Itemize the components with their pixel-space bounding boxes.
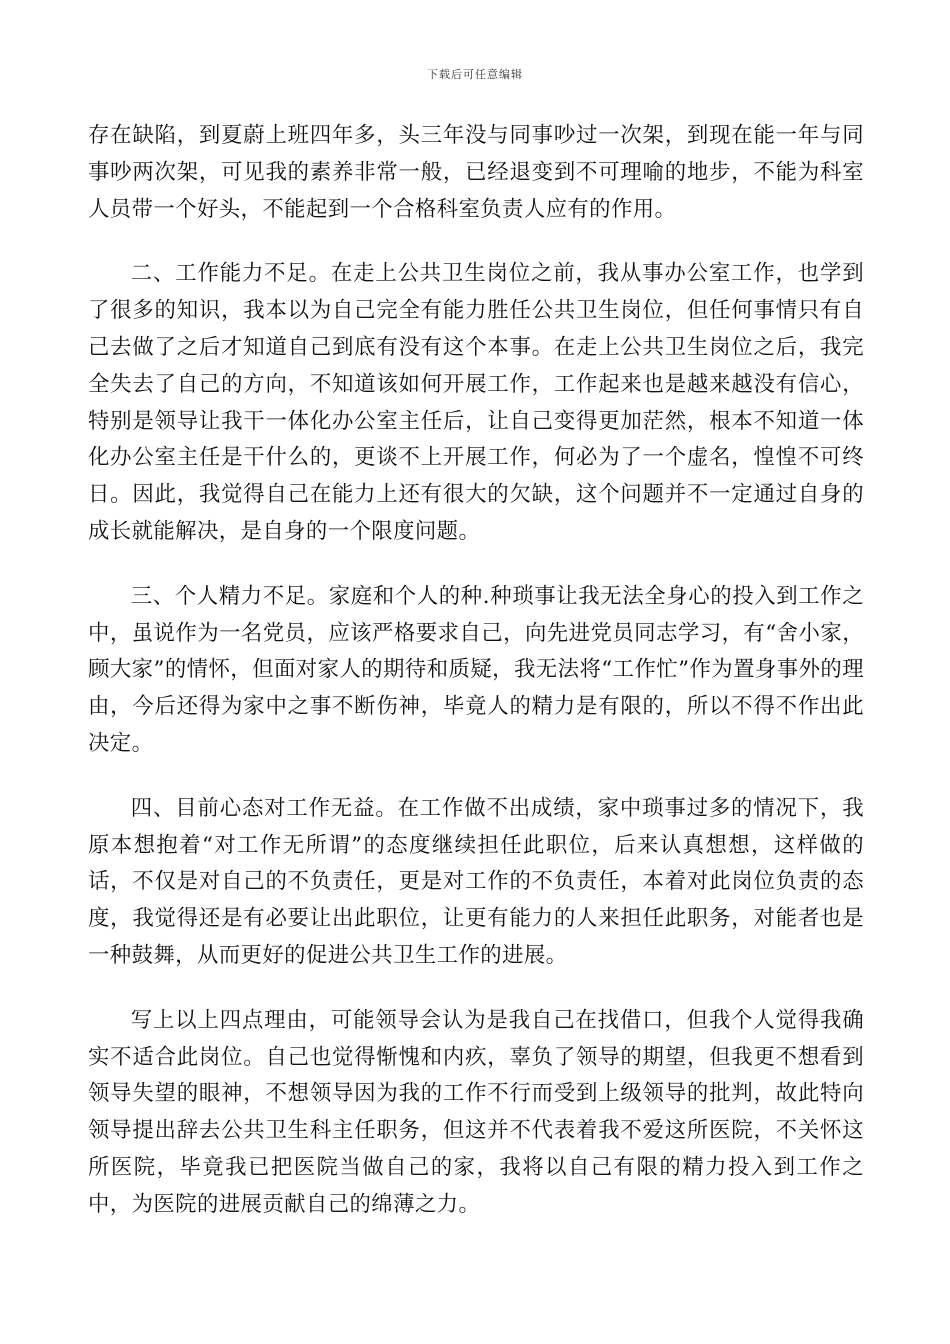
paragraph-work-ability: 二、工作能力不足。在走上公共卫生岗位之前，我从事办公室工作，也学到了很多的知识，我本以为自己完全有能力胜任公共卫生岗位，但任何事情只有自己去做了之后才知道自己到底有没有这个本事。在走上公共卫生岗位之后，我完全失去了自己的方向，不知道该如何开展工作，工作起来也是越来越没有信心，特别是领导让我干一体化办公室主任后，让自己变得更加茫然，根本不知道一体化办公室主任是干什么的，更谈不上开展工作，何必为了一个虚名，惶惶不可终日。因此，我觉得自己在能力上还有很大的欠缺，这个问题并不一定通过自身的成长就能解决，是自身的一个限度问题。 xyxy=(88,261,864,544)
paragraph-gap xyxy=(88,228,864,256)
paragraph-conclusion: 写上以上四点理由，可能领导会认为是我自己在找借口，但我个人觉得我确实不适合此岗位。自己也觉得惭愧和内疚，辜负了领导的期望，但我更不想看到领导失望的眼神，不想领导因为我的工作不行而受到上级领导的批判，故此特向领导提出辞去公共卫生科主任职务，但这并不代表着我不爱这所医院，不关怀这所医院，毕竟我已把医院当做自己的家，我将以自己有限的精力投入到工作之中，为医院的进展贡献自己的绵薄之力。 xyxy=(88,1007,864,1217)
paragraph-continuation: 存在缺陷，到夏蔚上班四年多，头三年没与同事吵过一次架，到现在能一年与同事吵两次架，可见我的素养非常一般，已经退变到不可理喻的地步，不能为科室人员带一个好头，不能起到一个合格科室负责人应有的作用。 xyxy=(88,123,864,222)
document-body xyxy=(88,118,864,1224)
page-header: 下载后可任意编辑 xyxy=(427,68,523,81)
paragraph-gap xyxy=(88,551,864,579)
paragraph-gap xyxy=(88,975,864,1003)
paragraph-personal-energy: 三、个人精力不足。家庭和个人的种.种琐事让我无法全身心的投入到工作之中，虽说作为一名党员，应该严格要求自己，向先进党员同志学习，有“舍小家，顾大家”的情怀，但面对家人的期待和质疑，我无法将“工作忙”作为置身事外的理由，今后还得为家中之事不断伤神，毕竟人的精力是有限的，所以不得不作出此决定。 xyxy=(88,583,864,756)
paragraph-gap xyxy=(88,763,864,791)
paragraph-mindset: 四、目前心态对工作无益。在工作做不出成绩，家中琐事过多的情况下，我原本想抱着“对工作无所谓”的态度继续担任此职位，后来认真想想，这样做的话，不仅是对自己的不负责任，更是对工作的不负责任，本着对此岗位负责的态度，我觉得还是有必要让出此职位，让更有能力的人来担任此职务，对能者也是一种鼓舞，从而更好的促进公共卫生工作的进展。 xyxy=(88,795,864,968)
